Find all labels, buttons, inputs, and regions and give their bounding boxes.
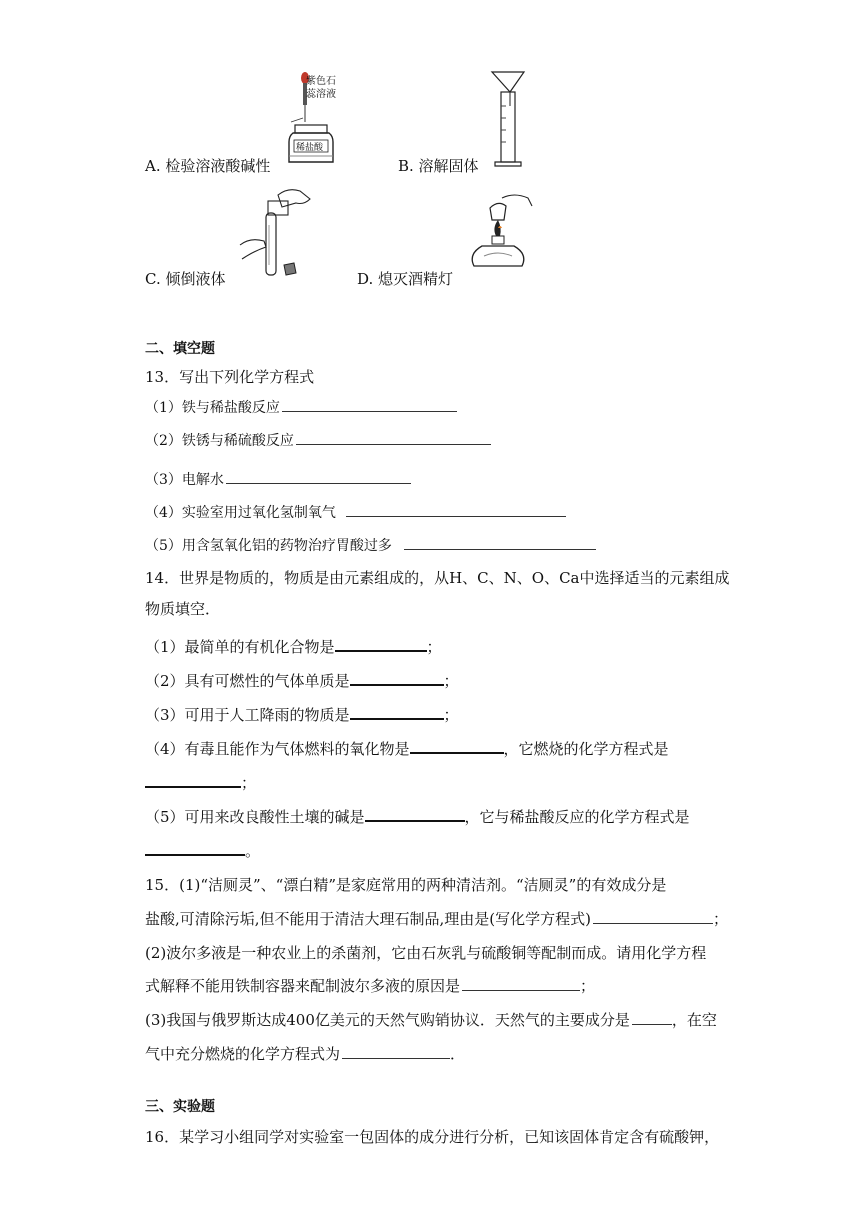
q13-item-2	[145, 430, 491, 450]
q13-item-4	[145, 502, 566, 522]
q13-item-2-text: （2）铁锈与稀硫酸反应	[145, 433, 294, 449]
q13-item-3	[145, 469, 411, 489]
q14-item-5	[145, 806, 690, 827]
q14-blank-4a[interactable]	[410, 738, 504, 754]
q15-semicolon-2: ；	[580, 977, 596, 995]
q14-item-1	[145, 636, 442, 657]
bottle-label: 稀盐酸	[296, 143, 324, 153]
dropper-label-2: 蕊溶液	[306, 89, 336, 100]
q15-line4	[145, 975, 595, 996]
q13-blank-1[interactable]	[282, 397, 457, 412]
q14-semicolon-3: ；	[443, 706, 459, 724]
q14-item-1-text: （1）最简单的有机化合物是	[145, 638, 335, 656]
option-a: A. 检验溶液酸碱性	[145, 157, 271, 175]
q14-blank-5a[interactable]	[365, 806, 465, 822]
q14-blank-3[interactable]	[350, 704, 444, 720]
q15-line1: 15．(1)“洁厕灵”、“漂白精”是家庭常用的两种清洁剂。“洁厕灵”的有效成分是	[145, 876, 667, 894]
q13-item-3-text: （3）电解水	[145, 472, 224, 488]
q15-line3: (2)波尔多液是一种农业上的杀菌剂，它由石灰乳与硫酸铜等配制而成。请用化学方程	[145, 944, 707, 962]
q15-line5	[145, 1009, 717, 1030]
q14-semicolon-4: ；	[241, 774, 257, 792]
q15-line6-text: 气中充分燃烧的化学方程式为	[145, 1045, 341, 1063]
q13-item-4-text: （4）实验室用过氧化氢制氧气	[145, 505, 336, 521]
q13-blank-3[interactable]	[226, 469, 411, 484]
q14-period: 。	[245, 842, 261, 860]
q15-semicolon-1: ；	[713, 910, 729, 928]
q15-line6	[145, 1043, 465, 1064]
option-c: C. 倾倒液体	[145, 270, 226, 288]
q14-item-4-text-a: （4）有毒且能作为气体燃料的氧化物是	[145, 740, 410, 758]
q13-item-1	[145, 397, 457, 417]
q14-blank-5b[interactable]	[145, 840, 245, 856]
q14-item-3-text: （3）可用于人工降雨的物质是	[145, 706, 350, 724]
q14-item-2-text: （2）具有可燃性的气体单质是	[145, 672, 350, 690]
q14-stem-line1: 14．世界是物质的，物质是由元素组成的，从H、C、N、O、Ca中选择适当的元素组成	[145, 569, 730, 587]
q13-blank-4[interactable]	[346, 502, 566, 517]
q14-blank-1[interactable]	[335, 636, 427, 652]
q15-line5-text-a: (3)我国与俄罗斯达成400亿美元的天然气购销协议．天然气的主要成分是	[145, 1011, 630, 1029]
figure-alcohol-lamp	[462, 190, 542, 280]
figure-cylinder-funnel	[486, 70, 536, 170]
q13-item-5	[145, 535, 596, 555]
q15-line2	[145, 908, 728, 929]
q14-blank-4b[interactable]	[145, 772, 241, 788]
q14-item-5-text-a: （5）可用来改良酸性土壤的碱是	[145, 808, 365, 826]
q14-semicolon-1: ；	[426, 638, 442, 656]
q14-item-3	[145, 704, 459, 725]
section-title-experiment: 三、实验题	[145, 1099, 215, 1115]
q13-blank-2[interactable]	[296, 430, 491, 445]
q14-item-2	[145, 670, 459, 691]
figure-pouring-liquid	[238, 185, 318, 280]
q15-blank-4[interactable]	[342, 1044, 450, 1059]
q14-item-5-cont	[145, 840, 260, 861]
q14-blank-2[interactable]	[350, 670, 444, 686]
q13-item-5-text: （5）用含氢氧化铝的药物治疗胃酸过多	[145, 538, 392, 554]
q13-item-1-text: （1）铁与稀盐酸反应	[145, 400, 280, 416]
q15-blank-2[interactable]	[462, 976, 580, 991]
q15-line5-text-b: ，在空	[671, 1011, 717, 1029]
q15-period: ．	[450, 1045, 466, 1063]
q15-line4-text: 式解释不能用铁制容器来配制波尔多液的原因是	[145, 977, 461, 995]
q13-blank-5[interactable]	[404, 535, 596, 550]
q16-stem: 16．某学习小组同学对实验室一包固体的成分进行分析，已知该固体肯定含有硫酸钾，	[145, 1128, 720, 1146]
q15-blank-3[interactable]	[632, 1010, 672, 1025]
q14-item-4-text-b: ，它燃烧的化学方程式是	[503, 740, 669, 758]
q14-item-5-text-b: ，它与稀盐酸反应的化学方程式是	[464, 808, 690, 826]
option-b: B. 溶解固体	[398, 157, 479, 175]
dropper-label-1: 紫色石	[306, 76, 336, 87]
q15-line2-text: 盐酸,可清除污垢,但不能用于清洁大理石制品,理由是(写化学方程式)	[145, 910, 592, 928]
section-title-fill-blank: 二、填空题	[145, 341, 215, 357]
option-d: D. 熄灭酒精灯	[357, 270, 454, 288]
q14-stem-line2: 物质填空．	[145, 600, 221, 618]
q14-semicolon-2: ；	[443, 672, 459, 690]
q14-item-4	[145, 738, 669, 759]
q15-blank-1[interactable]	[593, 909, 713, 924]
q13-stem: 13．写出下列化学方程式	[145, 368, 315, 386]
q14-item-4-cont	[145, 772, 256, 793]
